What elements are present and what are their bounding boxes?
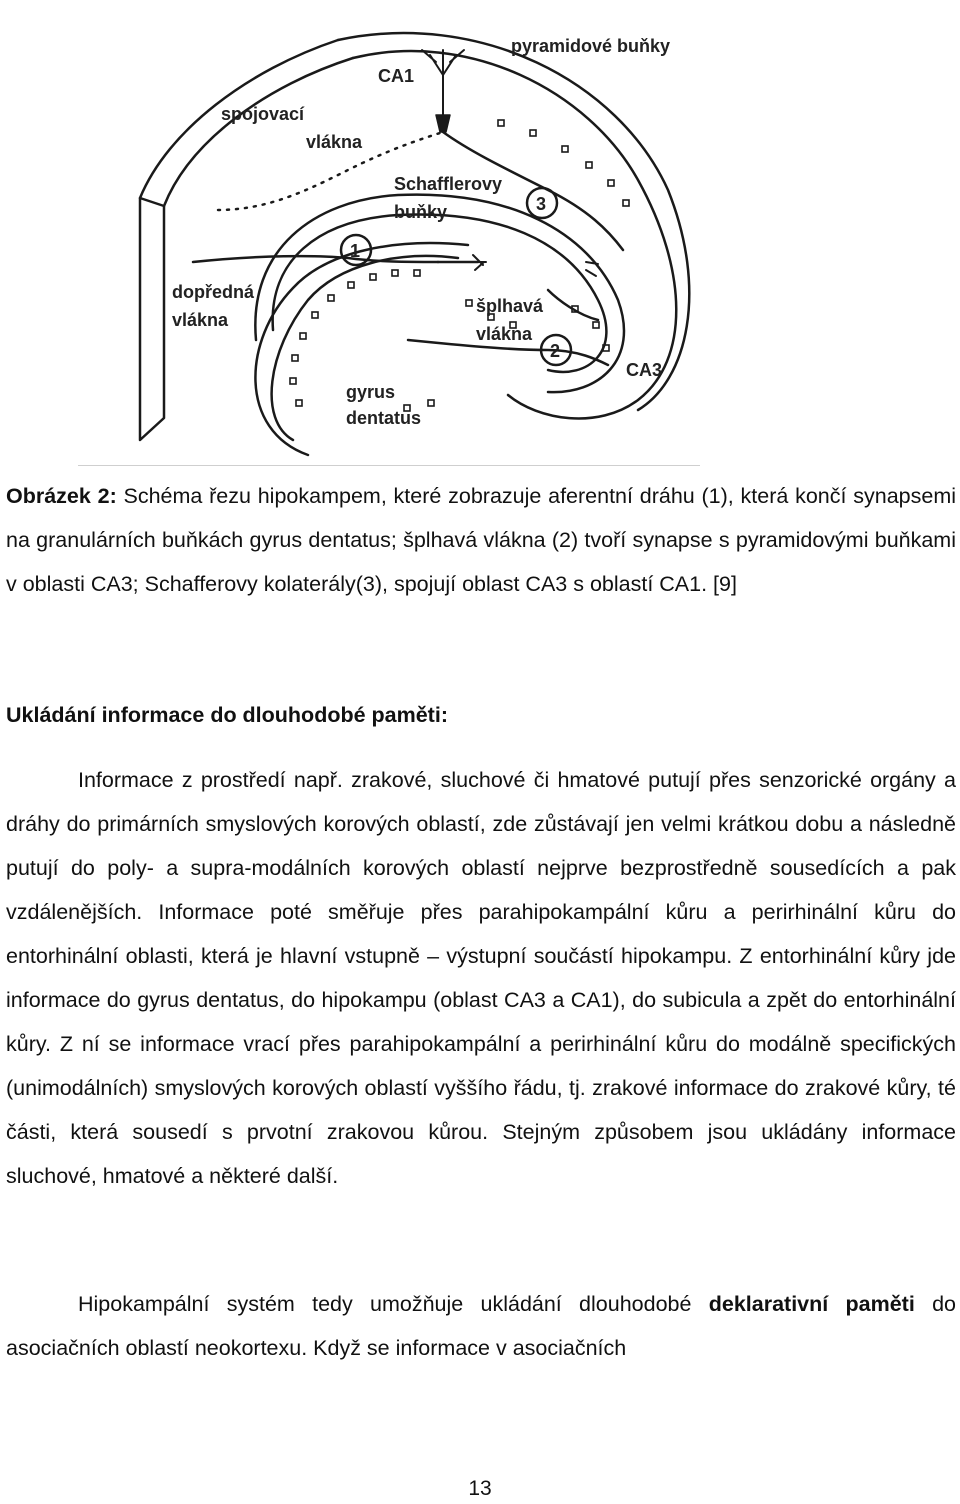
label-forward-fibers-1: dopředná xyxy=(172,282,255,302)
caption-label: Obrázek 2: xyxy=(6,484,117,508)
hippocampus-figure xyxy=(78,0,700,466)
label-gyrus-1: gyrus xyxy=(346,382,396,402)
label-forward-fibers-2: vlákna xyxy=(172,310,229,330)
label-ca1: CA1 xyxy=(378,66,415,86)
paragraph2-bold-term: deklarativní paměti xyxy=(708,1292,915,1316)
page-number: 13 xyxy=(468,1477,492,1500)
label-ca3: CA3 xyxy=(626,360,663,380)
paragraph2-start: Hipokampální systém tedy umožňuje ukládání dlouhodobé xyxy=(78,1292,709,1316)
label-connecting-fibers-2: vlákna xyxy=(306,132,363,152)
label-number-1: 1 xyxy=(350,241,361,261)
label-connecting-fibers-1: spojovací xyxy=(221,104,305,124)
label-number-3: 3 xyxy=(536,194,547,214)
section-heading: Ukládání informace do dlouhodobé paměti: xyxy=(6,703,448,727)
caption-text: Schéma řezu hipokampem, které zobrazuje aferentní dráhu (1), která končí synapsemi na granulárních buňkách gyrus dentatus; šplhavá vlákna (2) tvoří synapse s pyramidovými buňkami v oblasti CA3; Schafferovy kolaterály(3), spojují oblast CA3 s oblastí CA1. [9] xyxy=(6,484,956,596)
label-gyrus-2: dentatus xyxy=(346,408,422,428)
label-number-2: 2 xyxy=(550,341,561,361)
figure-divider xyxy=(78,465,700,466)
body-paragraph-1: Informace z prostředí např. zrakové, sluchové či hmatové putují přes senzorické orgány a dráhy do primárních smyslových korových oblastí, zde zůstávají jen velmi krátkou dobu a následně putují do poly- a supra-modálních korových oblastí nejprve bezprostředně sousedících a pak vzdálenějších. Informace poté směřuje přes parahipokampální kůru a perirhinální kůru do entorhinální oblasti, která je hlavní vstupně – výstupní součástí hipokampu. Z entorhinální kůry jde informace do gyrus dentatus, do hipokampu (oblast CA3 a CA1), do subicula a zpět do entorhinální kůry. Z ní se informace vrací přes parahipokampální a perirhinální kůru do modálně specifických (unimodálních) smyslových korových oblastí vyššího řádu, tj. zrakové informace do zrakové kůry, té části, která sousedí s prvotní zrakovou kůrou. Stejným způsobem jsou ukládány informace sluchové, hmatové a některé další. xyxy=(6,768,956,1188)
hippocampus-diagram xyxy=(78,0,700,466)
paragraph2-end: do asociačních oblastí neokortexu. Když se informace v asociačních xyxy=(6,1292,956,1360)
figure-caption xyxy=(6,474,956,606)
label-mossy-fibers-1: šplhavá xyxy=(476,296,544,316)
label-schaffer-1: Schafflerovy xyxy=(394,174,503,194)
body-paragraph-2 xyxy=(6,1282,956,1370)
label-schaffer-2: buňky xyxy=(394,202,448,222)
label-pyramidal-cells: pyramidové buňky xyxy=(511,36,671,56)
granular-cells xyxy=(290,120,629,411)
label-mossy-fibers-2: vlákna xyxy=(476,324,533,344)
